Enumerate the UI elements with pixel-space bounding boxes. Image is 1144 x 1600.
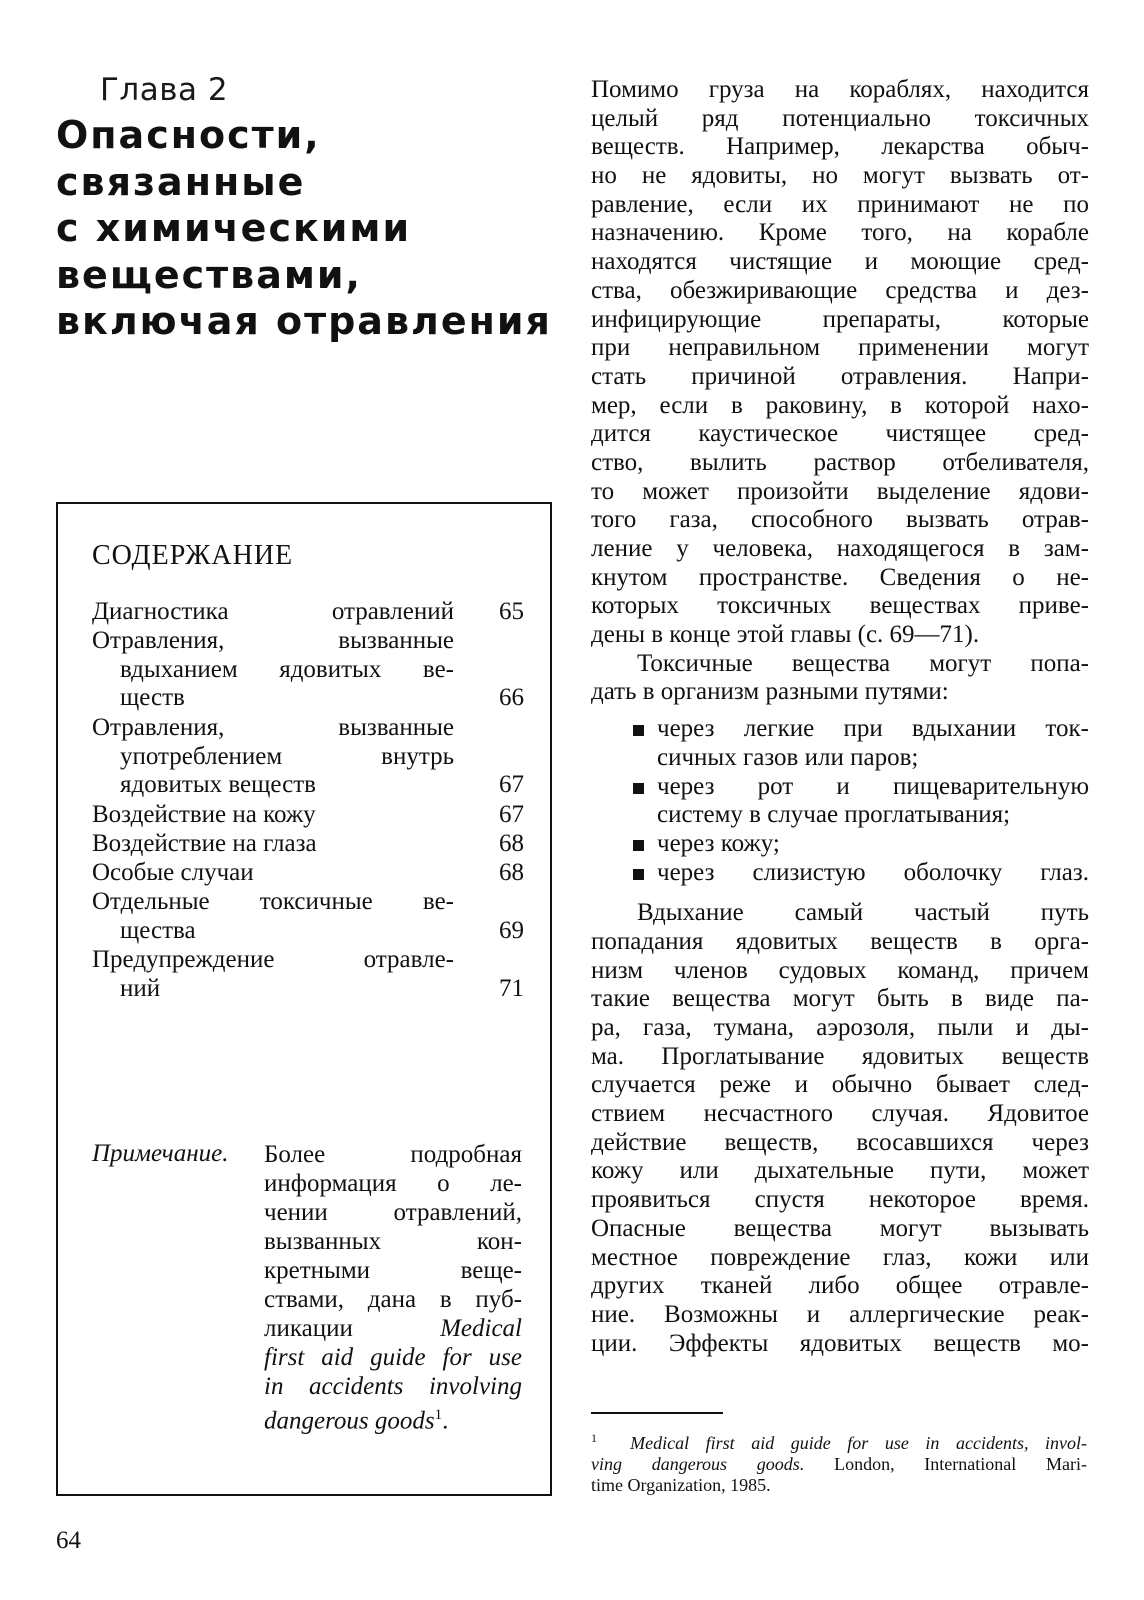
text-line: дать в организм разными путями: (591, 678, 949, 706)
text-line: веществ. Например, лекарства обыч- (591, 133, 1089, 161)
text-line: попадания ядовитых веществ в орга- (591, 927, 1089, 955)
list-item-text: через кожу; (657, 829, 780, 857)
note-line: in accidents involving (264, 1373, 522, 1400)
footnote-italic-text: Medical first aid guide for use in accidents, invol- (630, 1433, 1087, 1453)
footnote-line: time Organization, 1985. (591, 1475, 771, 1495)
text-line: ствием несчастного случая. Ядовитое (591, 1100, 1089, 1128)
text-line: случается реже и обычно бывает след- (591, 1071, 1089, 1099)
toc-entry-title: Предупреждение отравле- (92, 946, 454, 973)
note-line (264, 1401, 522, 1435)
note-line: информация о ле- (264, 1170, 522, 1197)
note-body (264, 1140, 522, 1435)
toc-entry-title: Воздействие на глаза (92, 830, 317, 857)
text-line: Помимо груза на кораблях, находится (591, 76, 1089, 103)
bullet-icon (631, 715, 657, 744)
note-label: Примечание. (92, 1140, 229, 1167)
text-line: местное повреждение глаз, кожи или (591, 1243, 1089, 1271)
toc-entry-title: ществ (120, 684, 185, 711)
toc-entry (92, 714, 524, 800)
toc-line (92, 656, 524, 685)
paragraph (591, 899, 1089, 1358)
body-text (591, 76, 1089, 1358)
toc-entry-title: ний (120, 974, 161, 1002)
note-line (264, 1314, 522, 1343)
toc-line (92, 946, 524, 975)
toc-entry-title: Отравления, вызванные (92, 627, 454, 654)
text-line: ра, газа, тумана, аэрозоля, пыли и ды- (591, 1014, 1089, 1041)
text-line: стать причиной отравления. Напри- (591, 362, 1089, 390)
text-line: дится каустическое чистящее сред- (591, 420, 1089, 448)
note-line: чении отравлений, (264, 1199, 522, 1226)
text-line: кнутом пространстве. Сведения о не- (591, 563, 1089, 591)
list-item-text: через рот и пищеварительную (657, 772, 1089, 800)
contents-box (56, 502, 552, 1496)
footnote-italic-text: ving dangerous goods. (591, 1454, 805, 1474)
toc-line (92, 859, 524, 888)
toc-page-number: 65 (499, 598, 524, 625)
footnote-text: London, International Mari- (804, 1454, 1087, 1474)
list-item-continuation (591, 801, 1089, 830)
note-line: вызванных кон- (264, 1228, 522, 1255)
toc-entry-title: употреблением внутрь (120, 742, 454, 770)
bullet-icon (631, 830, 657, 859)
contents-heading: СОДЕРЖАНИЕ (92, 540, 294, 571)
text-line: низм членов судовых команд, причем (591, 956, 1089, 984)
list-item-text: сичных газов или паров; (657, 743, 919, 771)
toc-page-number: 71 (499, 974, 524, 1002)
paragraph (591, 76, 1089, 650)
chapter-title-line: с химическими (56, 206, 412, 250)
text-line: дены в конце этой главы (с. 69—71). (591, 621, 980, 649)
toc-line (92, 627, 524, 656)
footnote-number: 1 (591, 1431, 597, 1445)
text-line: мер, если в раковину, в которой нахо- (591, 391, 1089, 419)
text-line: Токсичные вещества могут попа- (637, 649, 1089, 677)
toc-page-number: 66 (499, 684, 524, 711)
footnote (591, 1428, 1087, 1496)
toc-page-number: 67 (499, 771, 524, 798)
list-item (591, 773, 1089, 802)
toc-entry (92, 888, 524, 945)
toc-entry-title: Воздействие на кожу (92, 801, 316, 828)
note-line: кретными веще- (264, 1257, 522, 1284)
footnote-rule (591, 1412, 723, 1414)
list-item-text: через легкие при вдыхании ток- (657, 715, 1089, 743)
toc-line (92, 598, 524, 627)
list-item-text: систему в случае проглатывания; (657, 801, 1011, 829)
text-line: инфицирующие препараты, которые (591, 305, 1089, 333)
toc-entry-title: Отдельные токсичные ве- (92, 888, 454, 915)
note-text: ликации (264, 1315, 353, 1342)
text-line: ние. Возможны и аллергические реак- (591, 1300, 1089, 1328)
text-line: ство, вылить раствор отбеливателя, (591, 448, 1089, 476)
text-line: равление, если их принимают не по (591, 190, 1089, 218)
list-item (591, 859, 1089, 888)
text-line: проявиться спустя некоторое время. (591, 1186, 1089, 1214)
note-italic-text: dangerous goods (264, 1407, 435, 1435)
toc-entry-title: вдыханием ядовитых ве- (120, 655, 454, 683)
text-line: при неправильном применении могут (591, 334, 1089, 362)
list-item-continuation (591, 744, 1089, 773)
text-line: того газа, способного вызвать отрав- (591, 506, 1089, 534)
paragraph (591, 650, 1089, 707)
toc-entry (92, 598, 524, 627)
text-line: других тканей либо общее отравле- (591, 1272, 1089, 1300)
chapter-title-line: включая отравления (56, 299, 552, 343)
text-line: действие веществ, всосавшихся через (591, 1128, 1089, 1156)
text-line: то может произойти выделение ядови- (591, 477, 1089, 505)
chapter-title-line: веществами, (56, 252, 362, 297)
chapter-label: Глава 2 (100, 72, 229, 108)
text-line: ства, обезжиривающие средства и дез- (591, 276, 1089, 304)
text-line: но не ядовиты, но могут вызвать от- (591, 162, 1089, 190)
toc-line (92, 888, 524, 917)
toc-line (92, 801, 524, 830)
note-italic-text: Medical (440, 1315, 522, 1342)
toc-line (92, 917, 524, 946)
toc-entry (92, 801, 524, 830)
toc-page-number: 67 (499, 801, 524, 828)
toc-line (92, 771, 524, 800)
toc-entry (92, 627, 524, 713)
toc-page-number: 68 (499, 830, 524, 857)
text-line: целый ряд потенциально токсичных (591, 104, 1089, 132)
text-line: находятся чистящие и моющие сред- (591, 248, 1089, 276)
toc-entry (92, 859, 524, 888)
toc-page-number: 69 (499, 916, 524, 944)
toc-entry (92, 830, 524, 859)
chapter-title (56, 112, 576, 345)
toc-entry-title: Отравления, вызванные (92, 714, 454, 741)
toc-page-number: 68 (499, 859, 524, 886)
text-line: Опасные вещества могут вызывать (591, 1214, 1089, 1242)
bullet-icon (631, 859, 657, 888)
note-line: first aid guide for use (264, 1344, 522, 1371)
toc-entry-title: ядовитых веществ (120, 771, 316, 798)
chapter-title-line: Опасности, (56, 113, 321, 157)
bullet-icon (631, 773, 657, 802)
list-item-text: через слизистую оболочку глаз. (657, 858, 1089, 886)
toc-entry (92, 946, 524, 1003)
text-line: ции. Эффекты ядовитых веществ мо- (591, 1329, 1089, 1357)
toc-entry-title: щества (120, 916, 196, 944)
toc-line (92, 714, 524, 743)
toc-entry-title: Особые случаи (92, 859, 254, 886)
list-item (591, 715, 1089, 744)
note-line: Более подробная (264, 1141, 522, 1168)
text-line: ление у человека, находящегося в зам- (591, 535, 1089, 562)
text-line: назначению. Кроме того, на корабле (591, 219, 1089, 247)
text-line: такие вещества могут быть в виде па- (591, 985, 1089, 1013)
text-line: Вдыхание самый частый путь (637, 899, 1089, 927)
text-line: кожу или дыхательные пути, может (591, 1157, 1089, 1185)
bullet-list (591, 715, 1089, 887)
footnote-line (591, 1428, 1087, 1454)
footnote-line (591, 1454, 1087, 1475)
footnote-ref: 1 (434, 1407, 443, 1423)
toc-line (92, 684, 524, 713)
text-line: которых токсичных веществах приве- (591, 592, 1089, 620)
toc-entry-title: Диагностика отравлений (92, 598, 454, 625)
chapter-title-line: связанные (56, 159, 306, 204)
toc-line (92, 975, 524, 1004)
toc-line (92, 743, 524, 772)
toc-line (92, 830, 524, 859)
note-line: ствами, дана в пуб- (264, 1286, 522, 1313)
note-text: . (442, 1407, 449, 1435)
text-line: ма. Проглатывание ядовитых веществ (591, 1042, 1089, 1070)
list-item (591, 830, 1089, 859)
page-number: 64 (56, 1527, 81, 1554)
